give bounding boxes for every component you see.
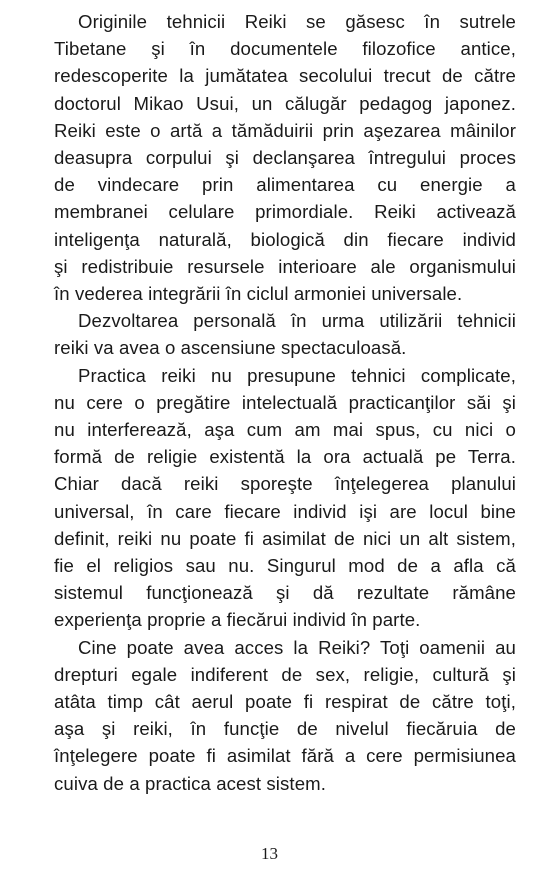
paragraph [30,8,516,307]
text-line: nu cere o pregătire intelectuală practicanţilor săi şi [54,391,516,413]
text-line: nu interferează, aşa cum am mai spus, cu nici o [54,419,516,441]
text-line: Practica reiki nu presupune tehnici complicate, [78,364,516,386]
text-line: Tibetane şi în documentele filozofice antice, [54,38,516,60]
text-line: Chiar dacă reiki sporeşte înţelegerea planului [54,473,516,495]
text-line: aşa şi reiki, în funcţie de nivelul fiecăruia de [54,718,516,740]
body-text [30,8,516,797]
text-line: reiki va avea o ascensiune spectaculoasă. [54,337,407,359]
text-line: fie el religios sau nu. Singurul mod de a afla că [54,555,516,577]
text-line: sistemul funcţionează şi dă rezultate rămâne [54,582,516,604]
text-line: doctorul Mikao Usui, un călugăr pedagog japonez. [54,92,516,114]
paragraph [30,307,516,361]
text-line: cuiva de a practica acest sistem. [54,772,326,794]
page-number: 13 [261,844,278,863]
text-line: înţelegere poate fi asimilat fără a cere permisiunea [54,745,516,767]
text-line: deasupra corpului şi declanşarea întregului proces [54,147,516,169]
text-line: atâta timp cât aerul poate fi respirat de către toţi, [54,691,516,713]
text-line: formă de religie existentă la ora actuală pe Terra. [54,446,516,468]
text-line: definit, reiki nu poate fi asimilat de nici un alt sistem, [54,527,516,549]
text-line: universal, în care fiecare individ işi are locul bine [54,500,516,522]
paragraph [30,634,516,797]
text-line: Originile tehnicii Reiki se găsesc în sutrele [78,11,516,32]
text-line: redescoperite la jumătatea secolului trecut de către [54,65,516,87]
text-line: Cine poate avea acces la Reiki? Toţi oamenii au [78,636,516,658]
text-line: membranei celulare primordiale. Reiki activează [54,201,516,223]
text-line: Reiki este o artă a tămăduirii prin aşezarea mâinilor [54,119,516,141]
text-line: experienţa proprie a fiecărui individ în parte. [54,609,421,631]
text-line: drepturi egale indiferent de sex, religie, cultură şi [54,663,516,685]
text-line: de vindecare prin alimentarea cu energie a [54,174,516,196]
paragraph [30,362,516,634]
text-line: şi redistribuie resursele interioare ale organismului [54,255,516,277]
text-line: în vederea integrării în ciclul armoniei universale. [54,283,463,305]
text-line: Dezvoltarea personală în urma utilizării tehnicii [78,310,516,332]
text-line: inteligenţa naturală, biologică din fiecare individ [54,228,516,250]
